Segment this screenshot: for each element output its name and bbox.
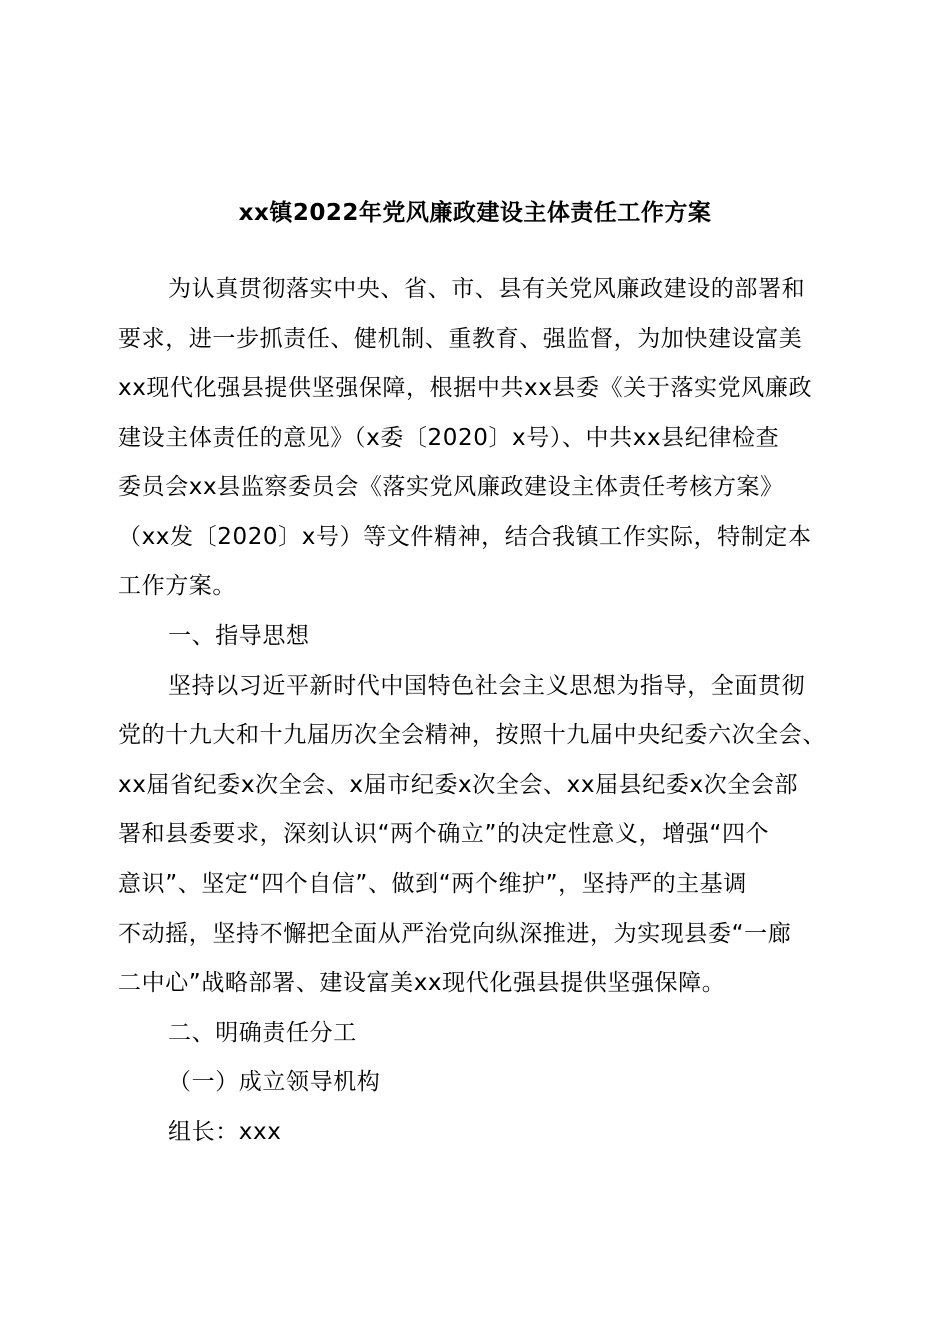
paragraph-line: 要求，进一步抓责任、健机制、重教育、强监督，为加快建设富美 <box>118 326 803 352</box>
section-heading: 一、指导思想 <box>168 623 310 649</box>
section-heading: 二、明确责任分工 <box>168 1020 357 1046</box>
paragraph-line: 为认真贯彻落实中央、省、市、县有关党风廉政建设的部署和 <box>168 276 806 302</box>
paragraph-line: 署和县委要求，深刻认识“两个确立”的决定性意义，增强“四个 <box>118 821 770 847</box>
leader-line: 组长：xxx <box>168 1119 282 1145</box>
paragraph-line: 党的十九大和十九届历次全会精神，按照十九届中央纪委六次全会、 <box>118 722 826 748</box>
paragraph-line: （xx发〔2020〕x号）等文件精神，结合我镇工作实际，特制定本 <box>118 524 812 550</box>
document-title: xx镇2022年党风廉政建设主体责任工作方案 <box>238 200 712 226</box>
paragraph-line: 委员会xx县监察委员会《落实党风廉政建设主体责任考核方案》 <box>118 474 784 500</box>
paragraph-line: 建设主体责任的意见》（x委〔2020〕x号）、中共xx县纪律检查 <box>118 425 780 451</box>
paragraph-line: 不动摇，坚持不懈把全面从严治党向纵深推进，为实现县委“一廊 <box>118 921 792 947</box>
paragraph-line: 坚持以习近平新时代中国特色社会主义思想为指导，全面贯彻 <box>168 673 806 699</box>
paragraph-line: xx现代化强县提供坚强保障，根据中共xx县委《关于落实党风廉政 <box>118 375 813 401</box>
paragraph-line: xx届省纪委x次全会、x届市纪委x次全会、xx届县纪委x次全会部 <box>118 772 799 798</box>
paragraph-line: 二中心”战略部署、建设富美xx现代化强县提供坚强保障。 <box>118 970 726 996</box>
paragraph-line: 意识”、坚定“四个自信”、做到“两个维护”，坚持严的主基调 <box>118 871 747 897</box>
paragraph-line: 工作方案。 <box>118 573 236 599</box>
subsection-heading: （一）成立领导机构 <box>168 1069 381 1095</box>
